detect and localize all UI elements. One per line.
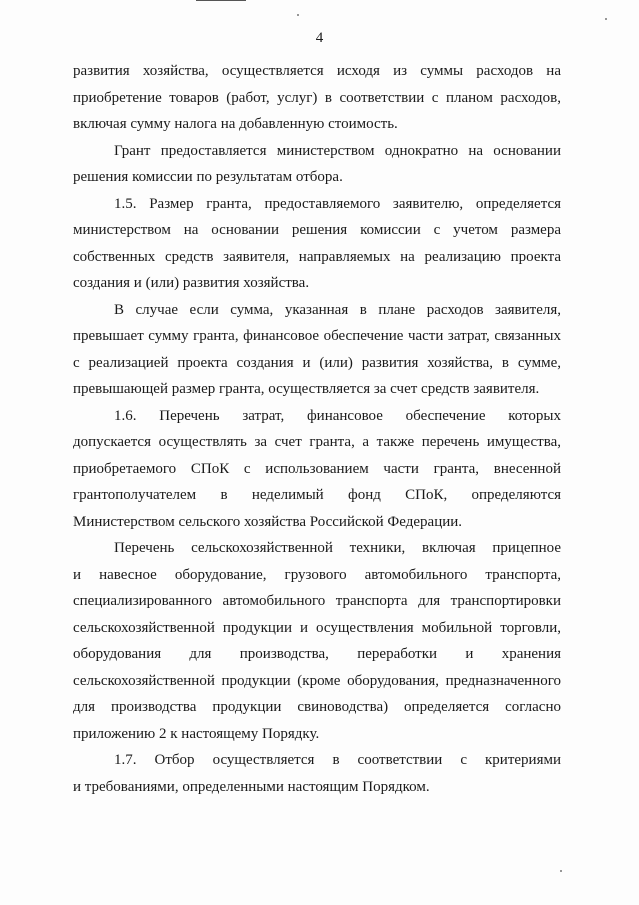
paragraph-line: для производства продукции свиноводства) определяется согласно <box>73 699 561 715</box>
paragraph-line: сельскохозяйственной продукции (кроме оборудования, предназначенного <box>73 673 561 689</box>
paragraph-line: включая сумму налога на добавленную стоимость. <box>73 116 398 132</box>
scan-edge-line <box>196 0 246 1</box>
paragraph-line: допускается осуществлять за счет гранта, а также перечень имущества, <box>73 434 561 450</box>
paragraph-line: и требованиями, определенными настоящим Порядком. <box>73 779 430 795</box>
paragraph-line: создания и (или) развития хозяйства. <box>73 275 310 291</box>
paragraph-line: с реализацией проекта создания и (или) развития хозяйства, в сумме, <box>73 355 561 371</box>
paragraph-line: грантополучателем в неделимый фонд СПоК, определяются <box>73 487 561 503</box>
paragraph-line: сельскохозяйственной продукции и осуществления мобильной торговли, <box>73 620 561 636</box>
paragraph-line: и навесное оборудование, грузового автомобильного транспорта, <box>73 567 561 583</box>
scan-speck <box>560 870 562 872</box>
paragraph-line: оборудования для производства, переработки и хранения <box>73 646 561 662</box>
paragraph-line: собственных средств заявителя, направляемых на реализацию проекта <box>73 249 561 265</box>
paragraph-line: приобретение товаров (работ, услуг) в соответствии с планом расходов, <box>73 90 561 106</box>
page-number: 4 <box>315 30 324 46</box>
paragraph-line: 1.5. Размер гранта, предоставляемого заявителю, определяется <box>114 196 561 212</box>
paragraph-line: 1.7. Отбор осуществляется в соответствии с критериями <box>114 752 561 768</box>
paragraph-line: Министерством сельского хозяйства Российской Федерации. <box>73 514 463 530</box>
paragraph-line: В случае если сумма, указанная в плане расходов заявителя, <box>114 302 561 318</box>
scan-speck <box>297 14 299 16</box>
paragraph-line: специализированного автомобильного транспорта для транспортировки <box>73 593 561 609</box>
paragraph-line: развития хозяйства, осуществляется исходя из суммы расходов на <box>73 63 561 79</box>
paragraph-line: превышает сумму гранта, финансовое обеспечение части затрат, связанных <box>73 328 561 344</box>
scan-speck <box>605 18 607 20</box>
paragraph-line: Грант предоставляется министерством однократно на основании <box>114 143 561 159</box>
paragraph-line: министерством на основании решения комиссии с учетом размера <box>73 222 561 238</box>
paragraph-line: приложению 2 к настоящему Порядку. <box>73 726 320 742</box>
paragraph-line: решения комиссии по результатам отбора. <box>73 169 343 185</box>
paragraph-line: приобретаемого СПоК с использованием части гранта, внесенной <box>73 461 561 477</box>
paragraph-line: Перечень сельскохозяйственной техники, включая прицепное <box>114 540 561 556</box>
paragraph-line: превышающей размер гранта, осуществляется за счет средств заявителя. <box>73 381 540 397</box>
paragraph-line: 1.6. Перечень затрат, финансовое обеспечение которых <box>114 408 561 424</box>
